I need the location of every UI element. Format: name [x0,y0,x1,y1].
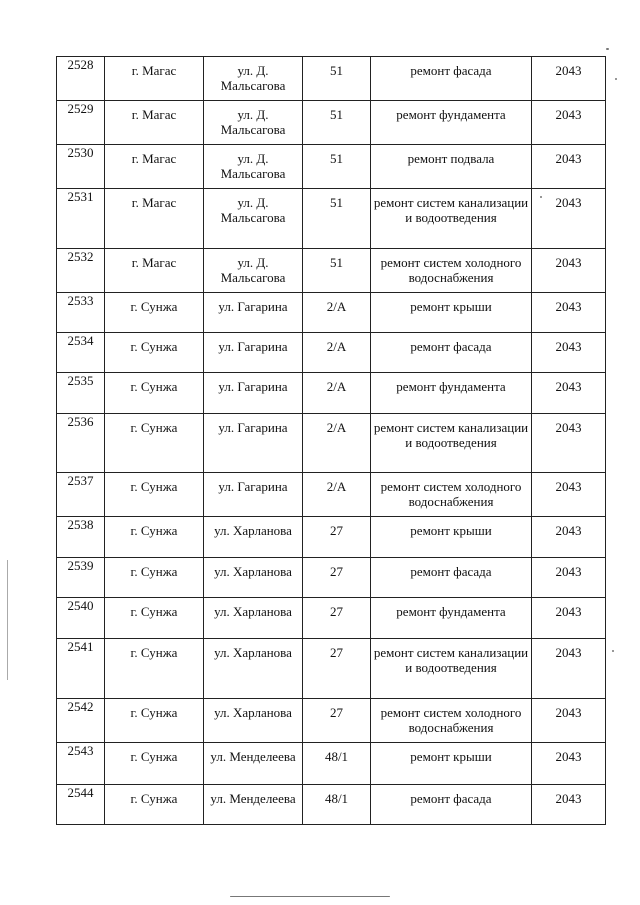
work-type-text: ремонт подвала [407,151,495,166]
year-cell [532,373,606,414]
row-number-cell [57,373,105,414]
street-cell [204,517,303,558]
row-number-cell [57,333,105,373]
street-text: ул. Д. Мальсагова [220,107,286,137]
year-cell [532,249,606,293]
scan-speck [540,196,542,198]
street-text: ул. Менделеева [210,791,296,806]
year-cell [532,473,606,517]
row-number-text: 2536 [67,414,94,429]
city-text: г. Сунжа [130,791,178,806]
house-number-cell [303,57,371,101]
year-text: 2043 [555,791,582,806]
city-cell [105,249,204,293]
work-type-text: ремонт крыши [410,523,492,538]
city-cell [105,101,204,145]
house-number-cell [303,699,371,743]
city-text: г. Сунжа [130,299,178,314]
year-cell [532,101,606,145]
work-type-cell [371,333,532,373]
work-type-cell [371,189,532,249]
house-number-text: 2/А [326,339,347,354]
work-type-text: ремонт систем канализации и водоотведения [373,195,529,225]
work-type-cell [371,785,532,825]
year-cell [532,785,606,825]
table-row [57,414,606,473]
work-type-text: ремонт фасада [410,564,492,579]
work-type-cell [371,699,532,743]
house-number-text: 48/1 [324,749,349,764]
house-number-text: 51 [330,151,343,166]
row-number-text: 2540 [67,598,94,613]
year-text: 2043 [555,299,582,314]
street-cell [204,743,303,785]
year-text: 2043 [555,523,582,538]
table-row [57,293,606,333]
work-type-text: ремонт фасада [410,339,492,354]
street-text: ул. Менделеева [210,749,296,764]
house-number-cell [303,473,371,517]
street-text: ул. Д. Мальсагова [220,255,286,285]
house-number-text: 51 [330,107,343,122]
city-cell [105,57,204,101]
house-number-text: 27 [330,523,343,538]
year-cell [532,743,606,785]
city-text: г. Магас [131,63,177,78]
year-cell [532,189,606,249]
row-number-cell [57,145,105,189]
street-text: ул. Д. Мальсагова [220,151,286,181]
row-number-cell [57,414,105,473]
table-row [57,517,606,558]
street-text: ул. Харланова [214,523,292,538]
street-cell [204,249,303,293]
row-number-cell [57,639,105,699]
street-text: ул. Гагарина [218,479,288,494]
year-cell [532,57,606,101]
street-cell [204,101,303,145]
street-text: ул. Гагарина [218,379,288,394]
work-type-text: ремонт фасада [410,63,492,78]
house-number-text: 27 [330,604,343,619]
city-cell [105,785,204,825]
row-number-text: 2535 [67,373,94,388]
street-cell [204,558,303,598]
city-cell [105,517,204,558]
row-number-text: 2538 [67,517,94,532]
year-text: 2043 [555,107,582,122]
year-cell [532,414,606,473]
scan-edge-line [7,560,8,680]
house-number-text: 2/А [326,299,347,314]
row-number-text: 2534 [67,333,94,348]
street-text: ул. Д. Мальсагова [220,63,286,93]
street-cell [204,598,303,639]
year-cell [532,333,606,373]
year-text: 2043 [555,604,582,619]
house-number-cell [303,743,371,785]
scan-speck [612,650,614,652]
year-text: 2043 [555,151,582,166]
street-cell [204,293,303,333]
row-number-cell [57,101,105,145]
street-text: ул. Гагарина [218,420,288,435]
city-cell [105,414,204,473]
row-number-text: 2530 [67,145,94,160]
city-cell [105,699,204,743]
table-row [57,785,606,825]
year-cell [532,517,606,558]
work-type-cell [371,57,532,101]
scan-speck [230,896,390,897]
year-cell [532,293,606,333]
row-number-cell [57,517,105,558]
house-number-text: 2/А [326,479,347,494]
street-text: ул. Д. Мальсагова [220,195,286,225]
row-number-text: 2544 [67,785,94,800]
street-text: ул. Гагарина [218,299,288,314]
street-cell [204,373,303,414]
row-number-text: 2537 [67,473,94,488]
city-text: г. Сунжа [130,749,178,764]
table-row [57,473,606,517]
work-type-cell [371,414,532,473]
work-type-cell [371,598,532,639]
work-type-cell [371,558,532,598]
work-type-text: ремонт систем холодного водоснабжения [380,255,522,285]
year-text: 2043 [555,564,582,579]
row-number-cell [57,293,105,333]
city-text: г. Магас [131,255,177,270]
city-text: г. Магас [131,195,177,210]
year-text: 2043 [555,379,582,394]
year-cell [532,598,606,639]
repair-schedule-table [56,56,606,825]
year-text: 2043 [555,255,582,270]
row-number-text: 2541 [67,639,94,654]
year-text: 2043 [555,195,582,210]
city-text: г. Сунжа [130,645,178,660]
table-row [57,598,606,639]
city-text: г. Сунжа [130,420,178,435]
row-number-text: 2531 [67,189,94,204]
city-text: г. Сунжа [130,479,178,494]
table-row [57,101,606,145]
city-cell [105,558,204,598]
house-number-cell [303,598,371,639]
house-number-text: 27 [330,564,343,579]
year-text: 2043 [555,63,582,78]
house-number-cell [303,189,371,249]
house-number-cell [303,785,371,825]
year-text: 2043 [555,645,582,660]
house-number-text: 48/1 [324,791,349,806]
street-text: ул. Харланова [214,705,292,720]
work-type-cell [371,145,532,189]
work-type-cell [371,517,532,558]
work-type-text: ремонт фасада [410,791,492,806]
city-text: г. Магас [131,107,177,122]
row-number-cell [57,743,105,785]
work-type-text: ремонт фундамента [396,379,506,394]
year-text: 2043 [555,749,582,764]
house-number-cell [303,639,371,699]
street-cell [204,145,303,189]
city-text: г. Сунжа [130,564,178,579]
row-number-cell [57,785,105,825]
work-type-text: ремонт крыши [410,299,492,314]
table-row [57,189,606,249]
house-number-text: 2/А [326,420,347,435]
table-row [57,743,606,785]
row-number-cell [57,699,105,743]
city-text: г. Магас [131,151,177,166]
house-number-cell [303,517,371,558]
city-cell [105,373,204,414]
street-text: ул. Харланова [214,645,292,660]
year-text: 2043 [555,479,582,494]
house-number-cell [303,558,371,598]
row-number-text: 2529 [67,101,94,116]
city-cell [105,639,204,699]
city-cell [105,293,204,333]
city-text: г. Сунжа [130,339,178,354]
table-body [57,57,606,825]
work-type-text: ремонт систем канализации и водоотведения [373,645,529,675]
house-number-cell [303,373,371,414]
table-row [57,373,606,414]
house-number-text: 51 [330,255,343,270]
street-cell [204,189,303,249]
table-row [57,57,606,101]
row-number-cell [57,189,105,249]
street-text: ул. Харланова [214,604,292,619]
house-number-cell [303,145,371,189]
city-cell [105,473,204,517]
work-type-cell [371,473,532,517]
work-type-text: ремонт фундамента [396,604,506,619]
city-cell [105,145,204,189]
city-text: г. Сунжа [130,604,178,619]
scan-speck [615,78,617,80]
house-number-cell [303,101,371,145]
street-cell [204,414,303,473]
work-type-cell [371,249,532,293]
work-type-text: ремонт систем холодного водоснабжения [380,705,522,735]
street-cell [204,57,303,101]
city-cell [105,743,204,785]
year-cell [532,699,606,743]
work-type-text: ремонт фундамента [396,107,506,122]
row-number-text: 2543 [67,743,94,758]
table-row [57,145,606,189]
work-type-text: ремонт систем канализации и водоотведения [373,420,529,450]
house-number-text: 27 [330,705,343,720]
work-type-cell [371,293,532,333]
work-type-text: ремонт крыши [410,749,492,764]
year-cell [532,145,606,189]
row-number-text: 2542 [67,699,94,714]
house-number-cell [303,249,371,293]
row-number-cell [57,249,105,293]
house-number-cell [303,293,371,333]
house-number-cell [303,333,371,373]
year-cell [532,639,606,699]
city-text: г. Сунжа [130,379,178,394]
work-type-cell [371,101,532,145]
row-number-text: 2528 [67,57,94,72]
city-text: г. Сунжа [130,705,178,720]
row-number-cell [57,473,105,517]
row-number-text: 2539 [67,558,94,573]
city-text: г. Сунжа [130,523,178,538]
city-cell [105,333,204,373]
house-number-text: 51 [330,63,343,78]
street-text: ул. Харланова [214,564,292,579]
year-text: 2043 [555,705,582,720]
table-row [57,639,606,699]
year-cell [532,558,606,598]
city-cell [105,189,204,249]
street-text: ул. Гагарина [218,339,288,354]
street-cell [204,785,303,825]
house-number-cell [303,414,371,473]
table-row [57,333,606,373]
table-row [57,249,606,293]
row-number-cell [57,57,105,101]
year-text: 2043 [555,339,582,354]
house-number-text: 2/А [326,379,347,394]
work-type-cell [371,373,532,414]
street-cell [204,699,303,743]
year-text: 2043 [555,420,582,435]
work-type-text: ремонт систем холодного водоснабжения [380,479,522,509]
street-cell [204,473,303,517]
street-cell [204,333,303,373]
house-number-text: 51 [330,195,343,210]
row-number-cell [57,558,105,598]
street-cell [204,639,303,699]
house-number-text: 27 [330,645,343,660]
scan-speck [606,48,609,50]
table-row [57,558,606,598]
table-row [57,699,606,743]
work-type-cell [371,639,532,699]
work-type-cell [371,743,532,785]
row-number-text: 2533 [67,293,94,308]
city-cell [105,598,204,639]
row-number-cell [57,598,105,639]
row-number-text: 2532 [67,249,94,264]
